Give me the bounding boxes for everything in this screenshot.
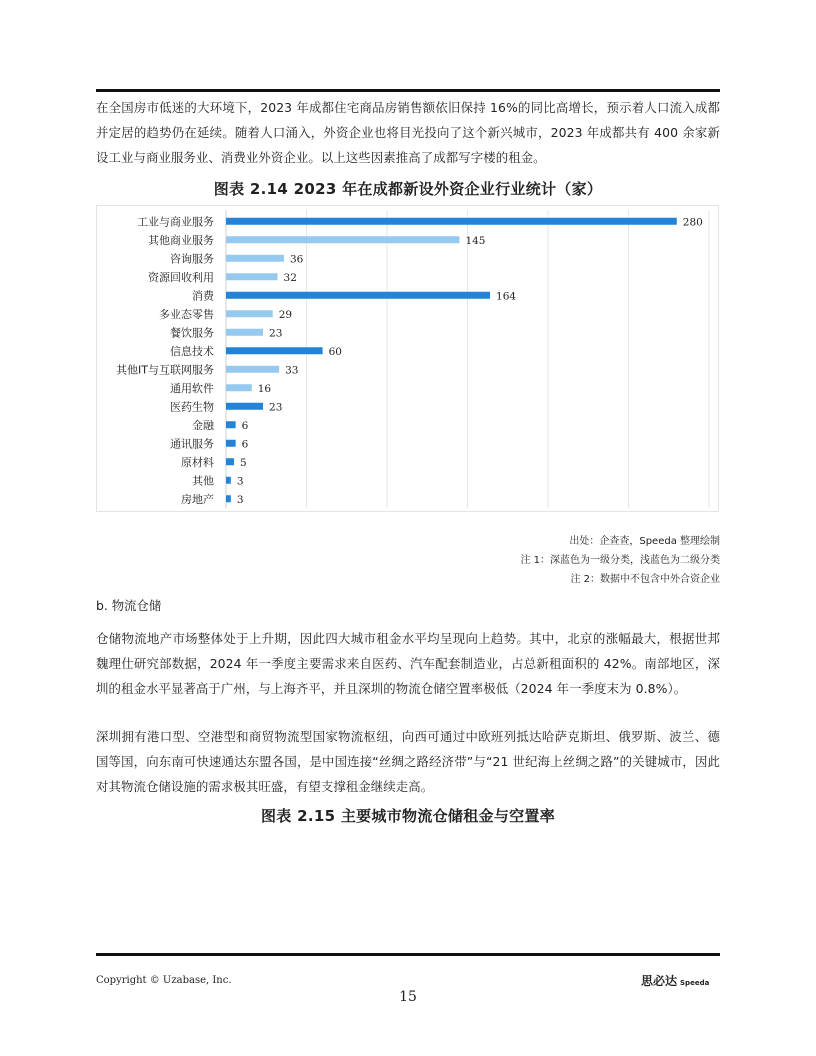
chart-note-2: 注 2：数据中不包含中外合资企业 [570, 574, 720, 585]
data-label: 6 [241, 419, 249, 432]
paragraph-logistics-market: 仓储物流地产市场整体处于上升期，因此四大城市租金水平均呈现向上趋势。其中，北京的涨幅最大，根据世邦魏理仕研究部数据，2024 年一季度主要需求来自医药、汽车配套制造业，占总新租面积的 42%。南部地区，深圳的租金水平显著高于广州，与上海齐平，并且深圳的物流仓储空置率极低（2024 年一季度末为 0.8%）。 [96, 631, 720, 696]
bar [226, 458, 234, 465]
data-label: 36 [289, 253, 304, 266]
data-label: 16 [257, 382, 272, 395]
chart-notes [520, 532, 720, 589]
category-label: 原材料 [181, 455, 214, 469]
bar [226, 440, 236, 447]
category-label: 信息技术 [170, 344, 214, 358]
category-label: 医药生物 [170, 400, 214, 414]
bar-chart-container [96, 205, 719, 512]
bar [226, 273, 278, 280]
data-label: 3 [236, 475, 244, 488]
category-label: 资源回收利用 [148, 270, 214, 284]
paragraph-shenzhen-logistics: 深圳拥有港口型、空港型和商贸物流型国家物流枢纽，向西可通过中欧班列抵达哈萨克斯坦、俄罗斯、波兰、德国等国，向东南可快速通达东盟各国，是中国连接“丝绸之路经济带”与“21 世纪海上丝绸之路”的关键城市，因此对其物流仓储设施的需求极其旺盛，有望支撑租金继续走高。 [96, 729, 720, 794]
data-label: 280 [682, 216, 703, 229]
bar [226, 236, 459, 243]
data-label: 5 [240, 456, 247, 469]
chart-source: 出处：企查查，Speeda 整理绘制 [569, 536, 720, 547]
category-label: 金融 [192, 418, 214, 432]
category-label: 咨询服务 [170, 252, 214, 266]
logo-subtext: Speeda [680, 979, 710, 987]
paragraph-chengdu-market: 在全国房市低迷的大环境下，2023 年成都住宅商品房销售额依旧保持 16%的同比高增长，预示着人口流入成都并定居的趋势仍在延续。随着人口涌入，外资企业也将目光投向了这个新兴城市，2023 年成都共有 400 余家新设工业与商业服务业、消费业外资企业。以上这些因素推高了成都写字楼的租金。 [96, 100, 720, 165]
bar [226, 347, 323, 354]
category-label: 通讯服务 [170, 437, 214, 451]
bar [226, 310, 273, 317]
bar [226, 421, 236, 428]
bar [226, 329, 263, 336]
figure-title-2-14: 图表 2.14 2023 年在成都新设外资企业行业统计（家） [213, 180, 603, 198]
data-label: 60 [328, 345, 342, 358]
category-label: 多业态零售 [159, 307, 214, 321]
copyright: Copyright © Uzabase, Inc. [96, 975, 232, 986]
data-label: 32 [283, 271, 297, 284]
bar [226, 366, 279, 373]
section-heading: b. 物流仓储 [96, 598, 162, 613]
bar [226, 255, 284, 262]
category-label: 工业与商业服务 [137, 215, 214, 229]
top-rule [96, 89, 720, 92]
data-label: 23 [269, 401, 283, 414]
data-label: 145 [465, 234, 486, 247]
logo-text: 思必达 [641, 974, 678, 988]
data-label: 23 [269, 327, 283, 340]
category-label: 通用软件 [170, 381, 214, 395]
bar [226, 403, 263, 410]
bar [226, 218, 677, 225]
bar [226, 384, 252, 391]
category-label: 消费 [192, 289, 214, 303]
page-number: 15 [399, 989, 417, 1005]
bar [226, 292, 490, 299]
data-label: 6 [241, 438, 249, 451]
data-label: 29 [278, 308, 293, 321]
category-label: 其他商业服务 [148, 233, 214, 247]
speeda-logo [641, 972, 709, 989]
data-label: 33 [285, 364, 299, 377]
figure-title-2-15: 图表 2.15 主要城市物流仓储租金与空置率 [260, 807, 556, 825]
data-label: 3 [236, 493, 244, 506]
chart-note-1: 注 1：深蓝色为一级分类，浅蓝色为二级分类 [520, 555, 720, 566]
bar [226, 477, 231, 484]
bar [226, 495, 231, 502]
category-label: 房地产 [181, 492, 214, 506]
data-label: 164 [496, 290, 517, 303]
category-label: 其他 [192, 474, 214, 488]
category-label: 餐饮服务 [170, 326, 214, 340]
bottom-rule [96, 953, 720, 956]
category-label: 其他IT与互联网服务 [116, 363, 214, 377]
bar-chart [97, 206, 720, 513]
